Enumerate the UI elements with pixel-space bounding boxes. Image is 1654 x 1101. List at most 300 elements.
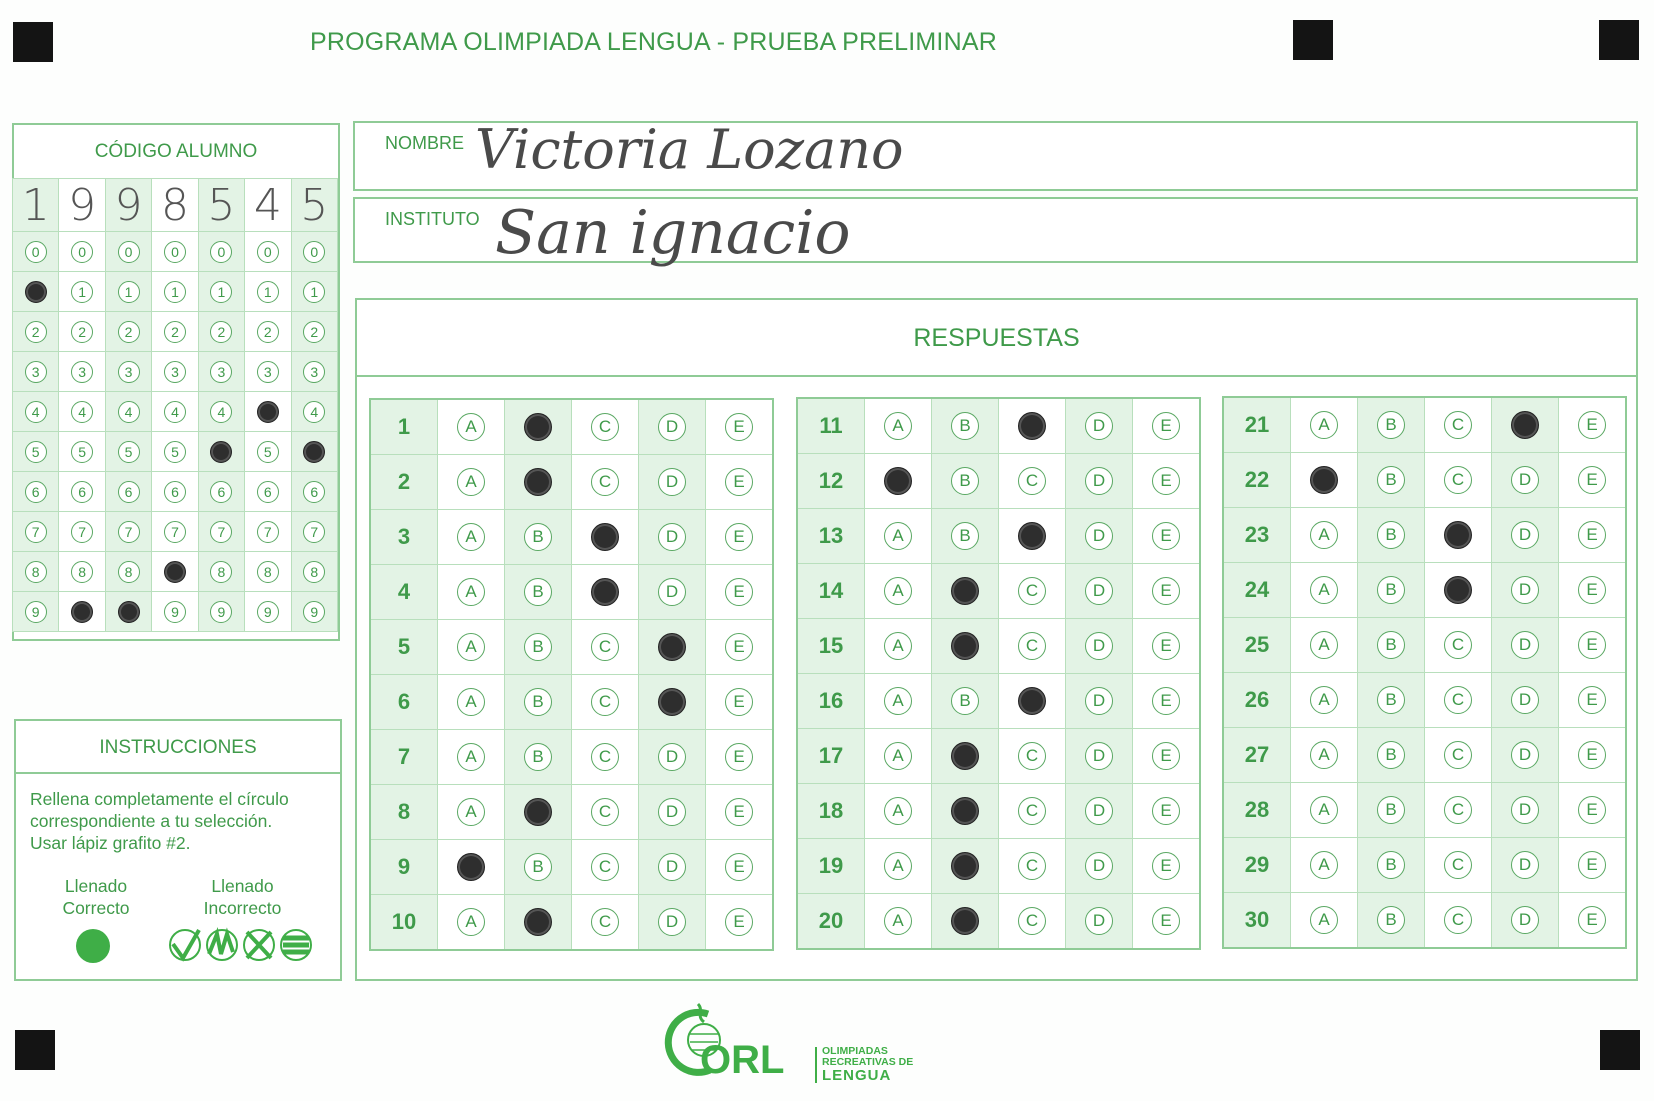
answer-bubble-3-C[interactable] xyxy=(591,523,619,551)
answer-bubble-28-C[interactable]: C xyxy=(1444,796,1472,824)
code-bubble-7-3[interactable]: 3 xyxy=(303,361,325,383)
answer-bubble-5-C[interactable]: C xyxy=(591,633,619,661)
answer-bubble-21-D[interactable] xyxy=(1511,411,1539,439)
answer-bubble-19-A[interactable]: A xyxy=(884,852,912,880)
answer-bubble-25-D[interactable]: D xyxy=(1511,631,1539,659)
answer-row xyxy=(797,894,1200,950)
instructions-line: Usar lápiz grafito #2. xyxy=(30,833,191,853)
answer-bubble-4-A[interactable]: A xyxy=(457,578,485,606)
answer-bubble-1-C[interactable]: C xyxy=(591,413,619,441)
instructions-line: correspondiente a tu selección. xyxy=(30,811,273,831)
answer-bubble-22-C[interactable]: C xyxy=(1444,466,1472,494)
code-bubble-3-8[interactable]: 8 xyxy=(118,561,140,583)
answer-bubble-20-C[interactable]: C xyxy=(1018,907,1046,935)
answer-bubble-27-C[interactable]: C xyxy=(1444,741,1472,769)
answer-bubble-29-E[interactable]: E xyxy=(1578,851,1606,879)
code-bubble-7-5[interactable] xyxy=(303,441,325,463)
code-bubble-3-4[interactable]: 4 xyxy=(118,401,140,423)
answer-bubble-6-D[interactable] xyxy=(658,688,686,716)
answer-bubble-10-B[interactable] xyxy=(524,908,552,936)
answer-bubble-8-D[interactable]: D xyxy=(658,798,686,826)
answer-bubble-17-B[interactable] xyxy=(951,742,979,770)
answer-bubble-13-D[interactable]: D xyxy=(1085,522,1113,550)
code-handwritten-digit: 9 xyxy=(105,179,151,232)
answer-bubble-17-D[interactable]: D xyxy=(1085,742,1113,770)
answer-bubble-16-C[interactable] xyxy=(1018,687,1046,715)
student-code-grid xyxy=(12,178,338,632)
name-label: NOMBRE xyxy=(385,133,465,153)
answer-bubble-8-B[interactable] xyxy=(524,798,552,826)
answer-bubble-14-B[interactable] xyxy=(951,577,979,605)
answer-bubble-13-A[interactable]: A xyxy=(884,522,912,550)
answer-bubble-22-B[interactable]: B xyxy=(1377,466,1405,494)
answer-bubble-18-A[interactable]: A xyxy=(884,797,912,825)
code-bubble-3-1[interactable]: 1 xyxy=(118,281,140,303)
answer-bubble-28-A[interactable]: A xyxy=(1310,796,1338,824)
answer-bubble-12-A[interactable] xyxy=(884,467,912,495)
code-bubble-3-3[interactable]: 3 xyxy=(118,361,140,383)
code-bubble-6-5[interactable]: 5 xyxy=(257,441,279,463)
code-bubble-4-9[interactable]: 9 xyxy=(164,601,186,623)
answer-bubble-23-D[interactable]: D xyxy=(1511,521,1539,549)
answer-bubble-10-C[interactable]: C xyxy=(591,908,619,936)
code-bubble-3-7[interactable]: 7 xyxy=(118,521,140,543)
answer-row xyxy=(370,785,773,840)
answer-bubble-3-B[interactable]: B xyxy=(524,523,552,551)
answer-bubble-23-C[interactable] xyxy=(1444,521,1472,549)
answer-bubble-3-A[interactable]: A xyxy=(457,523,485,551)
code-bubble-1-7[interactable]: 7 xyxy=(25,521,47,543)
code-bubble-6-0[interactable]: 0 xyxy=(257,241,279,263)
code-bubble-6-4[interactable] xyxy=(257,401,279,423)
answer-bubble-4-D[interactable]: D xyxy=(658,578,686,606)
answer-bubble-26-D[interactable]: D xyxy=(1511,686,1539,714)
answer-bubble-19-E[interactable]: E xyxy=(1152,852,1180,880)
answer-bubble-8-C[interactable]: C xyxy=(591,798,619,826)
code-bubble-7-8[interactable]: 8 xyxy=(303,561,325,583)
answer-bubble-6-C[interactable]: C xyxy=(591,688,619,716)
answer-bubble-16-B[interactable]: B xyxy=(951,687,979,715)
answer-bubble-15-B[interactable] xyxy=(951,632,979,660)
code-bubble-2-3[interactable]: 3 xyxy=(71,361,93,383)
answer-bubble-24-C[interactable] xyxy=(1444,576,1472,604)
instructions-divider xyxy=(16,772,340,774)
answer-bubble-11-A[interactable]: A xyxy=(884,412,912,440)
answer-bubble-30-C[interactable]: C xyxy=(1444,906,1472,934)
code-bubble-6-1[interactable]: 1 xyxy=(257,281,279,303)
answer-bubble-18-D[interactable]: D xyxy=(1085,797,1113,825)
code-handwritten-digit: 5 xyxy=(198,179,244,232)
code-bubble-6-8[interactable]: 8 xyxy=(257,561,279,583)
correct-fill-label-line2: Correcto xyxy=(62,898,130,918)
code-bubble-1-2[interactable]: 2 xyxy=(25,321,47,343)
answer-bubble-11-D[interactable]: D xyxy=(1085,412,1113,440)
logo-text xyxy=(822,1046,913,1084)
answer-bubble-18-E[interactable]: E xyxy=(1152,797,1180,825)
answer-bubble-10-D[interactable]: D xyxy=(658,908,686,936)
question-number: 30 xyxy=(1223,893,1291,949)
code-bubble-4-7[interactable]: 7 xyxy=(164,521,186,543)
answer-bubble-23-E[interactable]: E xyxy=(1578,521,1606,549)
answer-bubble-5-A[interactable]: A xyxy=(457,633,485,661)
answer-bubble-5-B[interactable]: B xyxy=(524,633,552,661)
answer-bubble-16-D[interactable]: D xyxy=(1085,687,1113,715)
code-bubble-4-3[interactable]: 3 xyxy=(164,361,186,383)
answer-bubble-26-C[interactable]: C xyxy=(1444,686,1472,714)
answer-row xyxy=(370,895,773,951)
code-bubble-1-1[interactable] xyxy=(25,281,47,303)
answer-row xyxy=(370,455,773,510)
code-bubble-5-5[interactable] xyxy=(210,441,232,463)
code-bubble-2-8[interactable]: 8 xyxy=(71,561,93,583)
answer-bubble-16-A[interactable]: A xyxy=(884,687,912,715)
answer-bubble-13-E[interactable]: E xyxy=(1152,522,1180,550)
answer-row xyxy=(370,399,773,455)
code-bubble-5-1[interactable]: 1 xyxy=(210,281,232,303)
question-number: 4 xyxy=(370,565,438,620)
answer-bubble-23-A[interactable]: A xyxy=(1310,521,1338,549)
code-bubble-7-6[interactable]: 6 xyxy=(303,481,325,503)
question-number: 21 xyxy=(1223,397,1291,453)
answer-bubble-15-E[interactable]: E xyxy=(1152,632,1180,660)
answer-row xyxy=(1223,397,1626,453)
answer-bubble-18-C[interactable]: C xyxy=(1018,797,1046,825)
code-handwritten-digit: 8 xyxy=(152,179,198,232)
answer-bubble-1-B[interactable] xyxy=(524,413,552,441)
answer-bubble-18-B[interactable] xyxy=(951,797,979,825)
question-number: 11 xyxy=(797,398,865,454)
answer-bubble-12-D[interactable]: D xyxy=(1085,467,1113,495)
answer-bubble-30-A[interactable]: A xyxy=(1310,906,1338,934)
answer-bubble-21-A[interactable]: A xyxy=(1310,411,1338,439)
answer-bubble-21-B[interactable]: B xyxy=(1377,411,1405,439)
question-number: 2 xyxy=(370,455,438,510)
answer-bubble-12-E[interactable]: E xyxy=(1152,467,1180,495)
answer-row xyxy=(797,398,1200,454)
answer-row xyxy=(370,565,773,620)
answer-row xyxy=(370,730,773,785)
code-bubble-3-0[interactable]: 0 xyxy=(118,241,140,263)
answer-bubble-23-B[interactable]: B xyxy=(1377,521,1405,549)
institute-label: INSTITUTO xyxy=(385,209,480,229)
code-bubble-1-9[interactable]: 9 xyxy=(25,601,47,623)
code-bubble-2-1[interactable]: 1 xyxy=(71,281,93,303)
answer-bubble-27-B[interactable]: B xyxy=(1377,741,1405,769)
answer-bubble-1-A[interactable]: A xyxy=(457,413,485,441)
answer-bubble-14-D[interactable]: D xyxy=(1085,577,1113,605)
answer-row xyxy=(797,619,1200,674)
page-title: PROGRAMA OLIMPIADA LENGUA - PRUEBA PRELIMINAR xyxy=(310,28,997,56)
answer-row xyxy=(797,454,1200,509)
answer-bubble-30-D[interactable]: D xyxy=(1511,906,1539,934)
answer-bubble-2-C[interactable]: C xyxy=(591,468,619,496)
code-bubble-3-5[interactable]: 5 xyxy=(118,441,140,463)
answer-bubble-7-D[interactable]: D xyxy=(658,743,686,771)
answer-bubble-17-A[interactable]: A xyxy=(884,742,912,770)
answer-row xyxy=(797,509,1200,564)
registration-mark-top-left xyxy=(13,22,53,62)
instructions-line: Rellena completamente el círculo xyxy=(30,789,289,809)
question-number: 22 xyxy=(1223,453,1291,508)
code-bubble-6-6[interactable]: 6 xyxy=(257,481,279,503)
answers-divider xyxy=(357,375,1636,377)
answer-bubble-21-C[interactable]: C xyxy=(1444,411,1472,439)
question-number: 19 xyxy=(797,839,865,894)
answer-bubble-24-D[interactable]: D xyxy=(1511,576,1539,604)
answer-bubble-26-B[interactable]: B xyxy=(1377,686,1405,714)
answer-bubble-5-E[interactable]: E xyxy=(725,633,753,661)
answer-bubble-28-E[interactable]: E xyxy=(1578,796,1606,824)
answer-bubble-2-A[interactable]: A xyxy=(457,468,485,496)
code-bubble-2-4[interactable]: 4 xyxy=(71,401,93,423)
code-bubble-7-1[interactable]: 1 xyxy=(303,281,325,303)
answer-bubble-9-C[interactable]: C xyxy=(591,853,619,881)
answer-bubble-2-B[interactable] xyxy=(524,468,552,496)
answer-bubble-15-C[interactable]: C xyxy=(1018,632,1046,660)
correct-fill-example-icon xyxy=(76,929,110,963)
answer-row xyxy=(797,784,1200,839)
answer-bubble-12-B[interactable]: B xyxy=(951,467,979,495)
logo-divider xyxy=(815,1047,817,1083)
code-bubble-4-5[interactable]: 5 xyxy=(164,441,186,463)
answer-row xyxy=(797,674,1200,729)
answer-bubble-11-C[interactable] xyxy=(1018,412,1046,440)
question-number: 17 xyxy=(797,729,865,784)
answer-bubble-5-D[interactable] xyxy=(658,633,686,661)
code-handwritten-digit: 1 xyxy=(13,179,59,232)
answer-bubble-22-E[interactable]: E xyxy=(1578,466,1606,494)
answer-bubble-11-B[interactable]: B xyxy=(951,412,979,440)
answer-bubble-20-D[interactable]: D xyxy=(1085,907,1113,935)
code-bubble-6-7[interactable]: 7 xyxy=(257,521,279,543)
answer-bubble-27-A[interactable]: A xyxy=(1310,741,1338,769)
answer-bubble-19-D[interactable]: D xyxy=(1085,852,1113,880)
code-bubble-1-0[interactable]: 0 xyxy=(25,241,47,263)
code-bubble-2-6[interactable]: 6 xyxy=(71,481,93,503)
answer-bubble-1-E[interactable]: E xyxy=(725,413,753,441)
code-bubble-4-8[interactable] xyxy=(164,561,186,583)
registration-mark-top-center xyxy=(1293,20,1333,60)
student-code-label: CÓDIGO ALUMNO xyxy=(94,141,258,162)
answer-bubble-19-B[interactable] xyxy=(951,852,979,880)
question-number: 28 xyxy=(1223,783,1291,838)
answer-bubble-4-B[interactable]: B xyxy=(524,578,552,606)
answer-bubble-9-D[interactable]: D xyxy=(658,853,686,881)
question-number: 25 xyxy=(1223,618,1291,673)
answer-bubble-4-E[interactable]: E xyxy=(725,578,753,606)
answer-bubble-2-D[interactable]: D xyxy=(658,468,686,496)
answer-bubble-25-C[interactable]: C xyxy=(1444,631,1472,659)
answer-bubble-22-A[interactable] xyxy=(1310,466,1338,494)
answer-bubble-9-E[interactable]: E xyxy=(725,853,753,881)
code-bubble-7-7[interactable]: 7 xyxy=(303,521,325,543)
question-number: 9 xyxy=(370,840,438,895)
code-bubble-2-5[interactable]: 5 xyxy=(71,441,93,463)
answer-bubble-29-A[interactable]: A xyxy=(1310,851,1338,879)
code-bubble-4-4[interactable]: 4 xyxy=(164,401,186,423)
code-bubble-2-7[interactable]: 7 xyxy=(71,521,93,543)
answer-bubble-6-E[interactable]: E xyxy=(725,688,753,716)
answer-bubble-7-E[interactable]: E xyxy=(725,743,753,771)
code-bubble-1-4[interactable]: 4 xyxy=(25,401,47,423)
code-bubble-5-7[interactable]: 7 xyxy=(210,521,232,543)
answer-bubble-29-D[interactable]: D xyxy=(1511,851,1539,879)
code-bubble-3-9[interactable] xyxy=(118,601,140,623)
answer-row xyxy=(1223,618,1626,673)
answer-bubble-20-E[interactable]: E xyxy=(1152,907,1180,935)
answer-row xyxy=(1223,893,1626,949)
question-number: 20 xyxy=(797,894,865,950)
answer-bubble-15-D[interactable]: D xyxy=(1085,632,1113,660)
answer-bubble-17-C[interactable]: C xyxy=(1018,742,1046,770)
answer-bubble-28-B[interactable]: B xyxy=(1377,796,1405,824)
answer-bubble-30-B[interactable]: B xyxy=(1377,906,1405,934)
code-bubble-4-1[interactable]: 1 xyxy=(164,281,186,303)
answer-bubble-17-E[interactable]: E xyxy=(1152,742,1180,770)
code-bubble-6-2[interactable]: 2 xyxy=(257,321,279,343)
answer-bubble-21-E[interactable]: E xyxy=(1578,411,1606,439)
question-number: 7 xyxy=(370,730,438,785)
answer-bubble-25-B[interactable]: B xyxy=(1377,631,1405,659)
code-bubble-7-4[interactable]: 4 xyxy=(303,401,325,423)
logo-line2: RECREATIVAS DE xyxy=(822,1056,914,1068)
answer-bubble-27-D[interactable]: D xyxy=(1511,741,1539,769)
answer-bubble-6-A[interactable]: A xyxy=(457,688,485,716)
code-bubble-2-2[interactable]: 2 xyxy=(71,321,93,343)
question-number: 6 xyxy=(370,675,438,730)
code-bubble-5-3[interactable]: 3 xyxy=(210,361,232,383)
answer-bubble-13-B[interactable]: B xyxy=(951,522,979,550)
question-number: 12 xyxy=(797,454,865,509)
code-bubble-1-6[interactable]: 6 xyxy=(25,481,47,503)
code-bubble-5-9[interactable]: 9 xyxy=(210,601,232,623)
code-bubble-3-2[interactable]: 2 xyxy=(118,321,140,343)
answer-row xyxy=(1223,673,1626,728)
question-number: 3 xyxy=(370,510,438,565)
question-number: 29 xyxy=(1223,838,1291,893)
answers-column-2 xyxy=(796,397,1201,950)
registration-mark-top-right xyxy=(1599,20,1639,60)
answer-row xyxy=(370,510,773,565)
answer-bubble-8-A[interactable]: A xyxy=(457,798,485,826)
incorrect-fill-examples-icon xyxy=(165,924,320,966)
answer-bubble-10-A[interactable]: A xyxy=(457,908,485,936)
logo-mark: ORL xyxy=(700,1038,785,1082)
answer-bubble-14-E[interactable]: E xyxy=(1152,577,1180,605)
code-bubble-5-2[interactable]: 2 xyxy=(210,321,232,343)
registration-mark-bottom-right xyxy=(1600,1030,1640,1070)
code-bubble-6-3[interactable]: 3 xyxy=(257,361,279,383)
code-bubble-2-9[interactable] xyxy=(71,601,93,623)
answer-bubble-3-D[interactable]: D xyxy=(658,523,686,551)
answer-bubble-4-C[interactable] xyxy=(591,578,619,606)
answer-bubble-14-A[interactable]: A xyxy=(884,577,912,605)
answer-bubble-3-E[interactable]: E xyxy=(725,523,753,551)
answers-column-3 xyxy=(1222,396,1627,949)
code-bubble-6-9[interactable]: 9 xyxy=(257,601,279,623)
code-bubble-3-6[interactable]: 6 xyxy=(118,481,140,503)
logo-line1: OLIMPIADAS xyxy=(822,1045,888,1057)
answer-bubble-13-C[interactable] xyxy=(1018,522,1046,550)
question-number: 27 xyxy=(1223,728,1291,783)
answer-bubble-1-D[interactable]: D xyxy=(658,413,686,441)
instructions-label: INSTRUCCIONES xyxy=(99,737,257,758)
answer-row xyxy=(1223,453,1626,508)
answer-bubble-22-D[interactable]: D xyxy=(1511,466,1539,494)
question-number: 24 xyxy=(1223,563,1291,618)
answer-bubble-25-E[interactable]: E xyxy=(1578,631,1606,659)
answer-bubble-2-E[interactable]: E xyxy=(725,468,753,496)
answer-bubble-30-E[interactable]: E xyxy=(1578,906,1606,934)
answer-row xyxy=(1223,728,1626,783)
code-handwritten-digit: 9 xyxy=(59,179,105,232)
answer-bubble-29-C[interactable]: C xyxy=(1444,851,1472,879)
code-bubble-7-9[interactable]: 9 xyxy=(303,601,325,623)
answer-bubble-19-C[interactable]: C xyxy=(1018,852,1046,880)
answer-bubble-11-E[interactable]: E xyxy=(1152,412,1180,440)
code-bubble-4-0[interactable]: 0 xyxy=(164,241,186,263)
code-bubble-1-3[interactable]: 3 xyxy=(25,361,47,383)
answer-bubble-20-B[interactable] xyxy=(951,907,979,935)
question-number: 18 xyxy=(797,784,865,839)
answer-bubble-14-C[interactable]: C xyxy=(1018,577,1046,605)
answer-bubble-20-A[interactable]: A xyxy=(884,907,912,935)
answer-bubble-9-B[interactable]: B xyxy=(524,853,552,881)
answer-row xyxy=(370,620,773,675)
code-bubble-7-0[interactable]: 0 xyxy=(303,241,325,263)
answer-bubble-24-B[interactable]: B xyxy=(1377,576,1405,604)
answer-bubble-15-A[interactable]: A xyxy=(884,632,912,660)
answer-bubble-29-B[interactable]: B xyxy=(1377,851,1405,879)
answer-bubble-24-E[interactable]: E xyxy=(1578,576,1606,604)
code-bubble-5-0[interactable]: 0 xyxy=(210,241,232,263)
answer-bubble-28-D[interactable]: D xyxy=(1511,796,1539,824)
answer-bubble-6-B[interactable]: B xyxy=(524,688,552,716)
code-bubble-4-2[interactable]: 2 xyxy=(164,321,186,343)
incorrect-fill-label-line1: Llenado xyxy=(211,876,274,896)
answer-bubble-25-A[interactable]: A xyxy=(1310,631,1338,659)
answer-row xyxy=(1223,563,1626,618)
answer-row xyxy=(1223,508,1626,563)
answer-row xyxy=(1223,838,1626,893)
answer-bubble-8-E[interactable]: E xyxy=(725,798,753,826)
answer-bubble-27-E[interactable]: E xyxy=(1578,741,1606,769)
code-bubble-7-2[interactable]: 2 xyxy=(303,321,325,343)
code-bubble-1-8[interactable]: 8 xyxy=(25,561,47,583)
answer-bubble-16-E[interactable]: E xyxy=(1152,687,1180,715)
question-number: 8 xyxy=(370,785,438,840)
code-bubble-1-5[interactable]: 5 xyxy=(25,441,47,463)
answer-bubble-7-B[interactable]: B xyxy=(524,743,552,771)
answer-bubble-10-E[interactable]: E xyxy=(725,908,753,936)
answer-row xyxy=(370,840,773,895)
answer-bubble-26-E[interactable]: E xyxy=(1578,686,1606,714)
code-bubble-5-8[interactable]: 8 xyxy=(210,561,232,583)
answer-bubble-24-A[interactable]: A xyxy=(1310,576,1338,604)
answer-bubble-26-A[interactable]: A xyxy=(1310,686,1338,714)
answer-row xyxy=(797,564,1200,619)
answer-bubble-7-A[interactable]: A xyxy=(457,743,485,771)
question-number: 5 xyxy=(370,620,438,675)
answer-bubble-7-C[interactable]: C xyxy=(591,743,619,771)
code-bubble-2-0[interactable]: 0 xyxy=(71,241,93,263)
code-bubble-5-6[interactable]: 6 xyxy=(210,481,232,503)
code-bubble-4-6[interactable]: 6 xyxy=(164,481,186,503)
answer-bubble-12-C[interactable]: C xyxy=(1018,467,1046,495)
question-number: 15 xyxy=(797,619,865,674)
code-bubble-5-4[interactable]: 4 xyxy=(210,401,232,423)
answer-bubble-9-A[interactable] xyxy=(457,853,485,881)
